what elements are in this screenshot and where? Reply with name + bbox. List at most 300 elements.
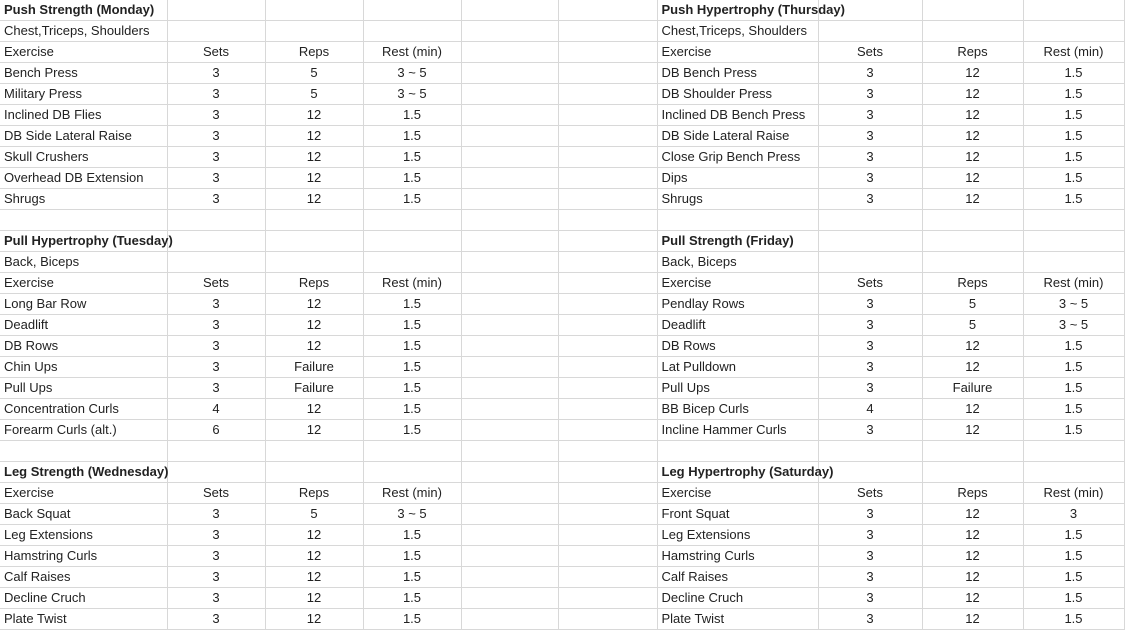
- empty-cell[interactable]: [461, 84, 558, 105]
- empty-cell[interactable]: [461, 462, 558, 483]
- reps-value[interactable]: 12: [922, 567, 1023, 588]
- sets-value[interactable]: 3: [818, 105, 922, 126]
- empty-cell[interactable]: [558, 294, 657, 315]
- rest-value[interactable]: 1.5: [363, 189, 461, 210]
- reps-value[interactable]: 12: [265, 126, 363, 147]
- exercise-name[interactable]: DB Rows: [0, 336, 167, 357]
- empty-cell[interactable]: [167, 0, 265, 21]
- rest-value[interactable]: 1.5: [363, 357, 461, 378]
- empty-cell[interactable]: [558, 336, 657, 357]
- sets-header[interactable]: Sets: [818, 483, 922, 504]
- sets-value[interactable]: 3: [818, 315, 922, 336]
- reps-value[interactable]: 12: [922, 84, 1023, 105]
- exercise-name[interactable]: Long Bar Row: [0, 294, 167, 315]
- empty-cell[interactable]: [558, 273, 657, 294]
- exercise-name[interactable]: Pull Ups: [657, 378, 818, 399]
- muscle-groups[interactable]: Chest,Triceps, Shoulders: [0, 21, 167, 42]
- sets-value[interactable]: 3: [818, 63, 922, 84]
- reps-value[interactable]: 12: [922, 609, 1023, 630]
- empty-cell[interactable]: [558, 252, 657, 273]
- exercise-header[interactable]: Exercise: [657, 273, 818, 294]
- empty-cell[interactable]: [0, 210, 167, 231]
- empty-cell[interactable]: [461, 168, 558, 189]
- reps-value[interactable]: 12: [265, 399, 363, 420]
- exercise-header[interactable]: Exercise: [0, 42, 167, 63]
- empty-cell[interactable]: [1023, 21, 1124, 42]
- reps-value[interactable]: Failure: [922, 378, 1023, 399]
- table-row: [0, 126, 1124, 147]
- rest-value[interactable]: 1.5: [363, 546, 461, 567]
- rest-value[interactable]: 1.5: [363, 399, 461, 420]
- empty-cell[interactable]: [461, 42, 558, 63]
- reps-value[interactable]: 12: [922, 189, 1023, 210]
- muscle-groups[interactable]: Back, Biceps: [657, 252, 818, 273]
- empty-cell[interactable]: [1023, 441, 1124, 462]
- sets-value[interactable]: 3: [167, 588, 265, 609]
- exercise-name[interactable]: Inclined DB Flies: [0, 105, 167, 126]
- exercise-name[interactable]: Deadlift: [0, 315, 167, 336]
- exercise-name[interactable]: DB Side Lateral Raise: [657, 126, 818, 147]
- sets-value[interactable]: 3: [167, 336, 265, 357]
- empty-cell[interactable]: [558, 105, 657, 126]
- reps-value[interactable]: 5: [922, 315, 1023, 336]
- empty-cell[interactable]: [1023, 210, 1124, 231]
- sets-value[interactable]: 3: [818, 525, 922, 546]
- empty-cell[interactable]: [558, 525, 657, 546]
- rest-value[interactable]: 1.5: [363, 315, 461, 336]
- exercise-name[interactable]: Pendlay Rows: [657, 294, 818, 315]
- sets-value[interactable]: 3: [167, 63, 265, 84]
- empty-cell[interactable]: [657, 210, 818, 231]
- rest-value[interactable]: 1.5: [1023, 378, 1124, 399]
- exercise-name[interactable]: Decline Cruch: [0, 588, 167, 609]
- sets-value[interactable]: 3: [167, 357, 265, 378]
- empty-cell[interactable]: [461, 588, 558, 609]
- exercise-name[interactable]: Hamstring Curls: [657, 546, 818, 567]
- empty-cell[interactable]: [461, 378, 558, 399]
- exercise-name[interactable]: BB Bicep Curls: [657, 399, 818, 420]
- empty-cell[interactable]: [558, 567, 657, 588]
- empty-cell[interactable]: [558, 441, 657, 462]
- empty-cell[interactable]: [922, 21, 1023, 42]
- empty-cell[interactable]: [461, 252, 558, 273]
- sets-value[interactable]: 3: [818, 546, 922, 567]
- rest-value[interactable]: 1.5: [363, 294, 461, 315]
- empty-cell[interactable]: [461, 567, 558, 588]
- empty-cell[interactable]: [558, 84, 657, 105]
- empty-cell[interactable]: [265, 462, 363, 483]
- exercise-name[interactable]: Bench Press: [0, 63, 167, 84]
- muscle-groups[interactable]: Back, Biceps: [0, 252, 167, 273]
- rest-value[interactable]: 1.5: [1023, 420, 1124, 441]
- empty-cell[interactable]: [461, 315, 558, 336]
- empty-cell[interactable]: [167, 441, 265, 462]
- rest-value[interactable]: 1.5: [1023, 105, 1124, 126]
- reps-value[interactable]: 12: [922, 63, 1023, 84]
- exercise-name[interactable]: DB Shoulder Press: [657, 84, 818, 105]
- exercise-name[interactable]: Lat Pulldown: [657, 357, 818, 378]
- empty-cell[interactable]: [461, 294, 558, 315]
- empty-cell[interactable]: [461, 420, 558, 441]
- rest-value[interactable]: 3 ~ 5: [1023, 315, 1124, 336]
- reps-value[interactable]: 12: [922, 168, 1023, 189]
- empty-cell[interactable]: [167, 462, 265, 483]
- rest-value[interactable]: 1.5: [363, 378, 461, 399]
- sets-value[interactable]: 4: [818, 399, 922, 420]
- rest-value[interactable]: 1.5: [363, 336, 461, 357]
- reps-value[interactable]: 12: [265, 168, 363, 189]
- empty-cell[interactable]: [558, 504, 657, 525]
- empty-cell[interactable]: [558, 378, 657, 399]
- empty-cell[interactable]: [461, 504, 558, 525]
- exercise-name[interactable]: DB Rows: [657, 336, 818, 357]
- rest-value[interactable]: 1.5: [363, 609, 461, 630]
- rest-value[interactable]: 1.5: [1023, 168, 1124, 189]
- exercise-name[interactable]: Concentration Curls: [0, 399, 167, 420]
- sets-value[interactable]: 3: [818, 189, 922, 210]
- rest-value[interactable]: 1.5: [1023, 357, 1124, 378]
- empty-cell[interactable]: [363, 252, 461, 273]
- sets-header[interactable]: Sets: [167, 42, 265, 63]
- empty-cell[interactable]: [558, 420, 657, 441]
- sets-value[interactable]: 3: [818, 147, 922, 168]
- empty-cell[interactable]: [922, 252, 1023, 273]
- empty-cell[interactable]: [818, 210, 922, 231]
- reps-value[interactable]: 5: [265, 504, 363, 525]
- rest-value[interactable]: 1.5: [1023, 588, 1124, 609]
- sets-value[interactable]: 3: [167, 525, 265, 546]
- empty-cell[interactable]: [558, 168, 657, 189]
- sets-value[interactable]: 3: [167, 147, 265, 168]
- exercise-name[interactable]: DB Bench Press: [657, 63, 818, 84]
- empty-cell[interactable]: [461, 126, 558, 147]
- empty-cell[interactable]: [0, 441, 167, 462]
- empty-cell[interactable]: [265, 210, 363, 231]
- reps-value[interactable]: 12: [922, 147, 1023, 168]
- exercise-name[interactable]: Pull Ups: [0, 378, 167, 399]
- reps-value[interactable]: 12: [922, 546, 1023, 567]
- reps-header[interactable]: Reps: [265, 273, 363, 294]
- reps-value[interactable]: 12: [265, 525, 363, 546]
- empty-cell[interactable]: [461, 105, 558, 126]
- sets-value[interactable]: 3: [818, 336, 922, 357]
- exercise-name[interactable]: Shrugs: [0, 189, 167, 210]
- sets-value[interactable]: 3: [167, 168, 265, 189]
- empty-cell[interactable]: [461, 399, 558, 420]
- rest-value[interactable]: 1.5: [363, 105, 461, 126]
- exercise-name[interactable]: Plate Twist: [0, 609, 167, 630]
- empty-cell[interactable]: [167, 231, 265, 252]
- exercise-name[interactable]: Forearm Curls (alt.): [0, 420, 167, 441]
- reps-value[interactable]: 12: [922, 126, 1023, 147]
- exercise-name[interactable]: Hamstring Curls: [0, 546, 167, 567]
- empty-cell[interactable]: [167, 252, 265, 273]
- empty-cell[interactable]: [558, 399, 657, 420]
- empty-cell[interactable]: [558, 63, 657, 84]
- sets-value[interactable]: 3: [818, 126, 922, 147]
- exercise-header[interactable]: Exercise: [0, 273, 167, 294]
- empty-cell[interactable]: [461, 441, 558, 462]
- empty-cell[interactable]: [558, 483, 657, 504]
- empty-cell[interactable]: [558, 21, 657, 42]
- rest-value[interactable]: 3: [1023, 504, 1124, 525]
- sets-value[interactable]: 3: [167, 378, 265, 399]
- reps-value[interactable]: 12: [265, 315, 363, 336]
- reps-header[interactable]: Reps: [265, 42, 363, 63]
- reps-header[interactable]: Reps: [922, 483, 1023, 504]
- empty-cell[interactable]: [363, 0, 461, 21]
- sets-header[interactable]: Sets: [167, 483, 265, 504]
- sets-value[interactable]: 3: [167, 126, 265, 147]
- sets-value[interactable]: 3: [818, 504, 922, 525]
- reps-value[interactable]: Failure: [265, 378, 363, 399]
- exercise-name[interactable]: Dips: [657, 168, 818, 189]
- rest-value[interactable]: 1.5: [1023, 546, 1124, 567]
- empty-cell[interactable]: [461, 546, 558, 567]
- sets-value[interactable]: 3: [818, 84, 922, 105]
- rest-header[interactable]: Rest (min): [363, 42, 461, 63]
- exercise-name[interactable]: Front Squat: [657, 504, 818, 525]
- empty-cell[interactable]: [818, 441, 922, 462]
- rest-value[interactable]: 1.5: [363, 126, 461, 147]
- rest-value[interactable]: 1.5: [1023, 567, 1124, 588]
- empty-cell[interactable]: [265, 252, 363, 273]
- section-title[interactable]: Leg Hypertrophy (Saturday): [657, 462, 818, 483]
- reps-value[interactable]: 12: [922, 504, 1023, 525]
- empty-cell[interactable]: [461, 210, 558, 231]
- reps-header[interactable]: Reps: [922, 42, 1023, 63]
- empty-cell[interactable]: [558, 315, 657, 336]
- sets-header[interactable]: Sets: [818, 42, 922, 63]
- sets-value[interactable]: 3: [167, 294, 265, 315]
- empty-cell[interactable]: [818, 231, 922, 252]
- rest-value[interactable]: 1.5: [1023, 609, 1124, 630]
- empty-cell[interactable]: [922, 210, 1023, 231]
- section-title[interactable]: Leg Strength (Wednesday): [0, 462, 167, 483]
- reps-value[interactable]: 12: [922, 105, 1023, 126]
- reps-value[interactable]: 12: [265, 609, 363, 630]
- reps-value[interactable]: 12: [922, 588, 1023, 609]
- reps-value[interactable]: 12: [265, 294, 363, 315]
- sets-value[interactable]: 3: [818, 609, 922, 630]
- empty-cell[interactable]: [818, 252, 922, 273]
- empty-cell[interactable]: [558, 126, 657, 147]
- reps-value[interactable]: 12: [922, 420, 1023, 441]
- empty-cell[interactable]: [922, 462, 1023, 483]
- reps-value[interactable]: 12: [265, 420, 363, 441]
- section-title[interactable]: Push Hypertrophy (Thursday): [657, 0, 818, 21]
- empty-cell[interactable]: [558, 42, 657, 63]
- sets-header[interactable]: Sets: [167, 273, 265, 294]
- sets-value[interactable]: 3: [167, 546, 265, 567]
- rest-value[interactable]: 1.5: [363, 147, 461, 168]
- reps-header[interactable]: Reps: [265, 483, 363, 504]
- empty-cell[interactable]: [1023, 462, 1124, 483]
- sets-value[interactable]: 3: [818, 294, 922, 315]
- reps-value[interactable]: 12: [265, 588, 363, 609]
- rest-value[interactable]: 1.5: [363, 525, 461, 546]
- empty-cell[interactable]: [461, 525, 558, 546]
- reps-value[interactable]: 5: [265, 63, 363, 84]
- empty-cell[interactable]: [461, 147, 558, 168]
- exercise-name[interactable]: Calf Raises: [657, 567, 818, 588]
- empty-cell[interactable]: [265, 0, 363, 21]
- rest-header[interactable]: Rest (min): [1023, 42, 1124, 63]
- empty-cell[interactable]: [461, 231, 558, 252]
- rest-value[interactable]: 1.5: [1023, 336, 1124, 357]
- rest-value[interactable]: 1.5: [1023, 525, 1124, 546]
- rest-value[interactable]: 1.5: [1023, 399, 1124, 420]
- empty-cell[interactable]: [558, 231, 657, 252]
- rest-value[interactable]: 1.5: [1023, 63, 1124, 84]
- empty-cell[interactable]: [558, 588, 657, 609]
- empty-cell[interactable]: [1023, 252, 1124, 273]
- sets-value[interactable]: 6: [167, 420, 265, 441]
- empty-cell[interactable]: [558, 0, 657, 21]
- rest-header[interactable]: Rest (min): [1023, 483, 1124, 504]
- empty-cell[interactable]: [558, 147, 657, 168]
- empty-cell[interactable]: [558, 609, 657, 630]
- muscle-groups[interactable]: Chest,Triceps, Shoulders: [657, 21, 818, 42]
- exercise-name[interactable]: Skull Crushers: [0, 147, 167, 168]
- reps-value[interactable]: 12: [922, 336, 1023, 357]
- empty-cell[interactable]: [461, 336, 558, 357]
- empty-cell[interactable]: [363, 231, 461, 252]
- empty-cell[interactable]: [558, 546, 657, 567]
- exercise-name[interactable]: Chin Ups: [0, 357, 167, 378]
- rest-value[interactable]: 1.5: [363, 168, 461, 189]
- rest-value[interactable]: 1.5: [363, 567, 461, 588]
- empty-cell[interactable]: [558, 210, 657, 231]
- sets-value[interactable]: 3: [167, 84, 265, 105]
- exercise-name[interactable]: Back Squat: [0, 504, 167, 525]
- sets-value[interactable]: 3: [167, 315, 265, 336]
- sets-value[interactable]: 3: [818, 588, 922, 609]
- exercise-name[interactable]: Shrugs: [657, 189, 818, 210]
- exercise-name[interactable]: DB Side Lateral Raise: [0, 126, 167, 147]
- sets-value[interactable]: 3: [818, 168, 922, 189]
- exercise-name[interactable]: Close Grip Bench Press: [657, 147, 818, 168]
- empty-cell[interactable]: [265, 21, 363, 42]
- exercise-name[interactable]: Calf Raises: [0, 567, 167, 588]
- reps-value[interactable]: 5: [265, 84, 363, 105]
- sets-value[interactable]: 3: [818, 357, 922, 378]
- empty-cell[interactable]: [1023, 0, 1124, 21]
- empty-cell[interactable]: [461, 357, 558, 378]
- empty-cell[interactable]: [265, 231, 363, 252]
- sets-value[interactable]: 3: [167, 567, 265, 588]
- exercise-name[interactable]: Inclined DB Bench Press: [657, 105, 818, 126]
- sets-value[interactable]: 3: [167, 105, 265, 126]
- reps-value[interactable]: 12: [265, 567, 363, 588]
- empty-cell[interactable]: [558, 462, 657, 483]
- exercise-name[interactable]: Plate Twist: [657, 609, 818, 630]
- empty-cell[interactable]: [461, 609, 558, 630]
- empty-cell[interactable]: [922, 0, 1023, 21]
- reps-value[interactable]: 12: [922, 525, 1023, 546]
- reps-value[interactable]: Failure: [265, 357, 363, 378]
- empty-cell[interactable]: [1023, 231, 1124, 252]
- empty-cell[interactable]: [461, 0, 558, 21]
- reps-value[interactable]: 12: [265, 189, 363, 210]
- section-title[interactable]: Pull Strength (Friday): [657, 231, 818, 252]
- rest-value[interactable]: 1.5: [1023, 147, 1124, 168]
- empty-cell[interactable]: [265, 441, 363, 462]
- exercise-name[interactable]: Leg Extensions: [0, 525, 167, 546]
- rest-header[interactable]: Rest (min): [1023, 273, 1124, 294]
- empty-cell[interactable]: [167, 21, 265, 42]
- sets-value[interactable]: 3: [818, 567, 922, 588]
- exercise-name[interactable]: Overhead DB Extension: [0, 168, 167, 189]
- empty-cell[interactable]: [558, 189, 657, 210]
- section-title[interactable]: Push Strength (Monday): [0, 0, 167, 21]
- exercise-name[interactable]: Incline Hammer Curls: [657, 420, 818, 441]
- exercise-header[interactable]: Exercise: [657, 483, 818, 504]
- rest-value[interactable]: 3 ~ 5: [363, 84, 461, 105]
- sets-value[interactable]: 3: [167, 189, 265, 210]
- empty-cell[interactable]: [363, 441, 461, 462]
- reps-value[interactable]: 5: [922, 294, 1023, 315]
- rest-value[interactable]: 1.5: [363, 420, 461, 441]
- exercise-name[interactable]: Decline Cruch: [657, 588, 818, 609]
- reps-value[interactable]: 12: [265, 546, 363, 567]
- sets-value[interactable]: 3: [167, 504, 265, 525]
- empty-cell[interactable]: [461, 189, 558, 210]
- sets-value[interactable]: 3: [167, 609, 265, 630]
- rest-value[interactable]: 1.5: [1023, 189, 1124, 210]
- empty-cell[interactable]: [167, 210, 265, 231]
- sets-header[interactable]: Sets: [818, 273, 922, 294]
- reps-value[interactable]: 12: [922, 357, 1023, 378]
- rest-header[interactable]: Rest (min): [363, 483, 461, 504]
- empty-cell[interactable]: [363, 21, 461, 42]
- sets-value[interactable]: 3: [818, 420, 922, 441]
- exercise-header[interactable]: Exercise: [657, 42, 818, 63]
- rest-value[interactable]: 3 ~ 5: [363, 63, 461, 84]
- sets-value[interactable]: 3: [818, 378, 922, 399]
- empty-cell[interactable]: [818, 21, 922, 42]
- empty-cell[interactable]: [461, 63, 558, 84]
- rest-value[interactable]: 1.5: [1023, 84, 1124, 105]
- reps-header[interactable]: Reps: [922, 273, 1023, 294]
- reps-value[interactable]: 12: [265, 105, 363, 126]
- rest-value[interactable]: 1.5: [363, 588, 461, 609]
- empty-cell[interactable]: [461, 273, 558, 294]
- exercise-name[interactable]: Deadlift: [657, 315, 818, 336]
- empty-cell[interactable]: [558, 357, 657, 378]
- exercise-header[interactable]: Exercise: [0, 483, 167, 504]
- exercise-name[interactable]: Leg Extensions: [657, 525, 818, 546]
- empty-cell[interactable]: [657, 441, 818, 462]
- empty-cell[interactable]: [363, 210, 461, 231]
- rest-value[interactable]: 3 ~ 5: [363, 504, 461, 525]
- rest-value[interactable]: 3 ~ 5: [1023, 294, 1124, 315]
- rest-value[interactable]: 1.5: [1023, 126, 1124, 147]
- empty-cell[interactable]: [922, 441, 1023, 462]
- reps-value[interactable]: 12: [265, 336, 363, 357]
- reps-value[interactable]: 12: [922, 399, 1023, 420]
- rest-header[interactable]: Rest (min): [363, 273, 461, 294]
- empty-cell[interactable]: [461, 483, 558, 504]
- section-title[interactable]: Pull Hypertrophy (Tuesday): [0, 231, 167, 252]
- empty-cell[interactable]: [922, 231, 1023, 252]
- empty-cell[interactable]: [818, 462, 922, 483]
- empty-cell[interactable]: [461, 21, 558, 42]
- empty-cell[interactable]: [363, 462, 461, 483]
- exercise-name[interactable]: Military Press: [0, 84, 167, 105]
- sets-value[interactable]: 4: [167, 399, 265, 420]
- reps-value[interactable]: 12: [265, 147, 363, 168]
